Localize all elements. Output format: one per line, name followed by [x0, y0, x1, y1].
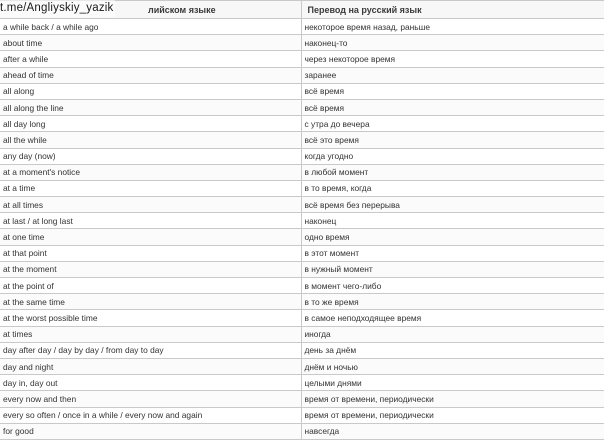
- russian-translation-cell: время от времени, периодически: [301, 407, 604, 423]
- russian-translation-cell: в то время, когда: [301, 180, 604, 196]
- russian-translation-cell: когда угодно: [301, 148, 604, 164]
- russian-translation-cell: в этот момент: [301, 245, 604, 261]
- russian-translation-cell: всё время без перерыва: [301, 197, 604, 213]
- table-row: [0, 213, 604, 229]
- table-row: [0, 67, 604, 83]
- english-phrase-cell: at a time: [0, 180, 301, 196]
- channel-watermark: t.me/Angliyskiy_yazik: [0, 0, 115, 17]
- table-row: [0, 132, 604, 148]
- russian-translation-cell: в нужный момент: [301, 261, 604, 277]
- english-phrase-cell: at the worst possible time: [0, 310, 301, 326]
- table-row: [0, 229, 604, 245]
- table-row: [0, 51, 604, 67]
- table-row: [0, 278, 604, 294]
- english-phrase-cell: at that point: [0, 245, 301, 261]
- russian-translation-cell: время от времени, периодически: [301, 391, 604, 407]
- english-phrase-cell: for good: [0, 423, 301, 439]
- russian-translation-cell: днём и ночью: [301, 358, 604, 374]
- english-phrase-cell: at all times: [0, 197, 301, 213]
- russian-translation-cell: день за днём: [301, 342, 604, 358]
- english-phrase-cell: after a while: [0, 51, 301, 67]
- english-phrase-cell: at the same time: [0, 294, 301, 310]
- english-phrase-cell: at last / at long last: [0, 213, 301, 229]
- table-row: [0, 164, 604, 180]
- table-row: [0, 326, 604, 342]
- russian-translation-cell: заранее: [301, 67, 604, 83]
- english-phrase-cell: ahead of time: [0, 67, 301, 83]
- table-row: [0, 35, 604, 51]
- english-phrase-cell: day and night: [0, 358, 301, 374]
- russian-translation-cell: наконец: [301, 213, 604, 229]
- english-phrase-cell: all day long: [0, 116, 301, 132]
- table-row: [0, 294, 604, 310]
- table-row: [0, 180, 604, 196]
- english-phrase-cell: all along: [0, 83, 301, 99]
- english-phrase-cell: at the point of: [0, 278, 301, 294]
- russian-translation-cell: наконец-то: [301, 35, 604, 51]
- table-row: [0, 391, 604, 407]
- table-row: [0, 148, 604, 164]
- table-row: [0, 423, 604, 439]
- table-row: [0, 245, 604, 261]
- russian-translation-cell: всё это время: [301, 132, 604, 148]
- english-phrase-cell: at one time: [0, 229, 301, 245]
- english-phrase-cell: all the while: [0, 132, 301, 148]
- table-row: [0, 375, 604, 391]
- english-phrase-cell: at times: [0, 326, 301, 342]
- russian-translation-cell: всё время: [301, 83, 604, 99]
- table-row: [0, 261, 604, 277]
- table-row: [0, 19, 604, 35]
- table-row: [0, 197, 604, 213]
- russian-translation-cell: одно время: [301, 229, 604, 245]
- english-phrase-cell: any day (now): [0, 148, 301, 164]
- russian-translation-cell: с утра до вечера: [301, 116, 604, 132]
- table-row: [0, 407, 604, 423]
- russian-translation-cell: в любой момент: [301, 164, 604, 180]
- russian-translation-cell: целыми днями: [301, 375, 604, 391]
- english-phrase-cell: at a moment's notice: [0, 164, 301, 180]
- russian-translation-cell: некоторое время назад, раньше: [301, 19, 604, 35]
- table-row: [0, 83, 604, 99]
- english-phrase-cell: day in, day out: [0, 375, 301, 391]
- table-row: [0, 310, 604, 326]
- english-phrase-cell: every so often / once in a while / every now and again: [0, 407, 301, 423]
- table-row: [0, 358, 604, 374]
- english-phrase-cell: a while back / a while ago: [0, 19, 301, 35]
- english-phrase-cell: day after day / day by day / from day to day: [0, 342, 301, 358]
- table-row: [0, 342, 604, 358]
- russian-translation-cell: в момент чего-либо: [301, 278, 604, 294]
- column-header-russian: Перевод на русский язык: [301, 1, 604, 19]
- table-row: [0, 116, 604, 132]
- russian-translation-cell: навсегда: [301, 423, 604, 439]
- russian-translation-cell: в то же время: [301, 294, 604, 310]
- russian-translation-cell: всё время: [301, 99, 604, 115]
- table-row: [0, 99, 604, 115]
- russian-translation-cell: иногда: [301, 326, 604, 342]
- russian-translation-cell: через некоторое время: [301, 51, 604, 67]
- english-phrase-cell: all along the line: [0, 99, 301, 115]
- english-phrase-cell: every now and then: [0, 391, 301, 407]
- column-header-english: лийском языке: [0, 1, 301, 19]
- russian-translation-cell: в самое неподходящее время: [301, 310, 604, 326]
- english-phrase-cell: about time: [0, 35, 301, 51]
- english-phrase-cell: at the moment: [0, 261, 301, 277]
- table-body: [0, 19, 604, 440]
